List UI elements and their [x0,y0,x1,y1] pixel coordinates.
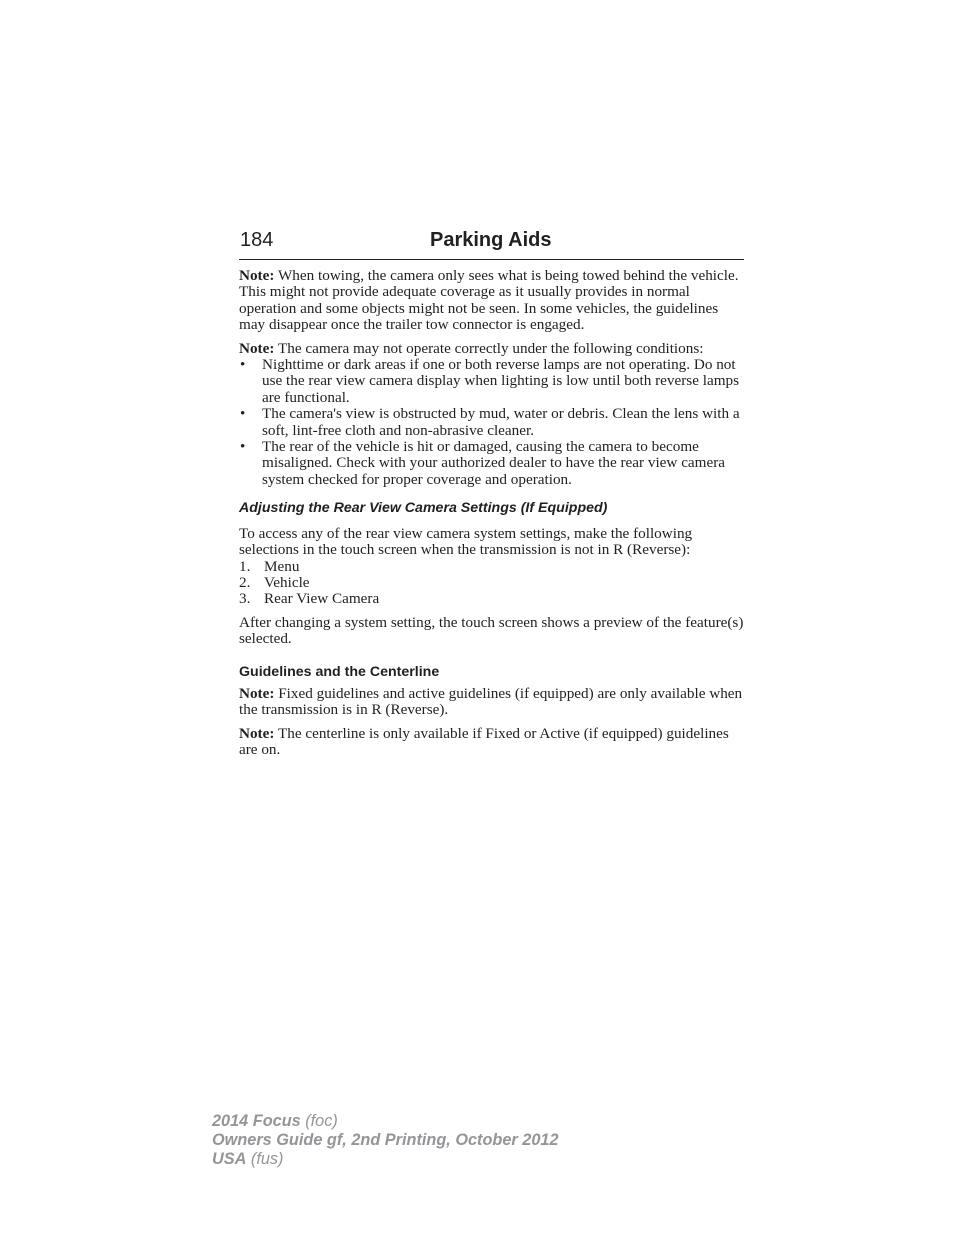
bullet-icon: • [240,405,246,423]
list-item [239,357,747,406]
list-item [239,439,747,488]
page-number: 184 [240,229,274,251]
bullet-icon: • [240,438,246,456]
guidelines-note [239,686,747,719]
note-label: Note: [239,684,275,702]
settings-after-text: After changing a system setting, the touch screen shows a preview of the feature(s) selected. [239,613,744,648]
footer-line-model [212,1112,559,1131]
page-footer [212,1112,559,1169]
list-item-text: The camera's view is obstructed by mud, water or debris. Clean the lens with a soft, lint-free cloth and non-abrasive cleaner. [262,405,740,439]
page-content [239,268,747,759]
list-item-text: Nighttime or dark areas if one or both reverse lamps are not operating. Do not use the rear view camera display when lighting is low until both reverse lamps are functional. [262,356,740,406]
conditions-note-text: The camera may not operate correctly under the following conditions: [277,339,704,357]
step-text: Rear View Camera [264,590,380,608]
footer-model: 2014 Focus [212,1112,301,1130]
footer-guide: Owners Guide gf, 2nd Printing, October 2012 [212,1131,559,1149]
footer-region: USA [212,1150,247,1168]
step-text: Vehicle [264,573,310,591]
list-item [239,559,747,575]
footer-region-code: (fus) [246,1150,284,1168]
conditions-list [239,357,747,488]
bullet-icon: • [240,356,246,374]
step-number: 1. [239,557,251,575]
page-header [239,229,744,260]
conditions-note [239,341,747,357]
list-item [239,591,747,607]
guidelines-note-text: Fixed guidelines and active guidelines (if equipped) are only available when the transmission is in R (Reverse). [239,684,743,719]
step-text: Menu [264,557,300,575]
note-label: Note: [239,267,275,284]
footer-model-code: (foc) [300,1112,338,1130]
settings-intro: To access any of the rear view camera system settings, make the following selections in the touch screen when the transmission is not in R (Reverse): [239,524,693,559]
settings-steps [239,559,747,608]
centerline-note [239,726,747,759]
step-number: 3. [239,590,251,608]
page-title: Parking Aids [430,229,552,251]
section-heading-guidelines: Guidelines and the Centerline [239,663,440,680]
footer-line-guide [212,1131,559,1150]
list-item [239,575,747,591]
note-label: Note: [239,724,275,742]
centerline-note-text: The centerline is only available if Fixed or Active (if equipped) guidelines are on. [239,724,729,759]
list-item-text: The rear of the vehicle is hit or damaged, causing the camera to become misaligned. Check with your authorized dealer to have the rear view camera system checked for proper coverage and operation. [262,438,726,488]
footer-line-region [212,1150,559,1169]
list-item [239,406,747,439]
step-number: 2. [239,573,251,591]
towing-note-text: When towing, the camera only sees what is being towed behind the vehicle. This might not provide adequate coverage as it usually provides in normal operation and some objects might not be seen. In some vehicles, the guidelines may disappear once the trailer tow connector is engaged. [239,267,739,334]
towing-note [239,268,747,334]
section-heading-camera-settings: Adjusting the Rear View Camera Settings (If Equipped) [239,500,608,517]
note-label: Note: [239,339,275,357]
